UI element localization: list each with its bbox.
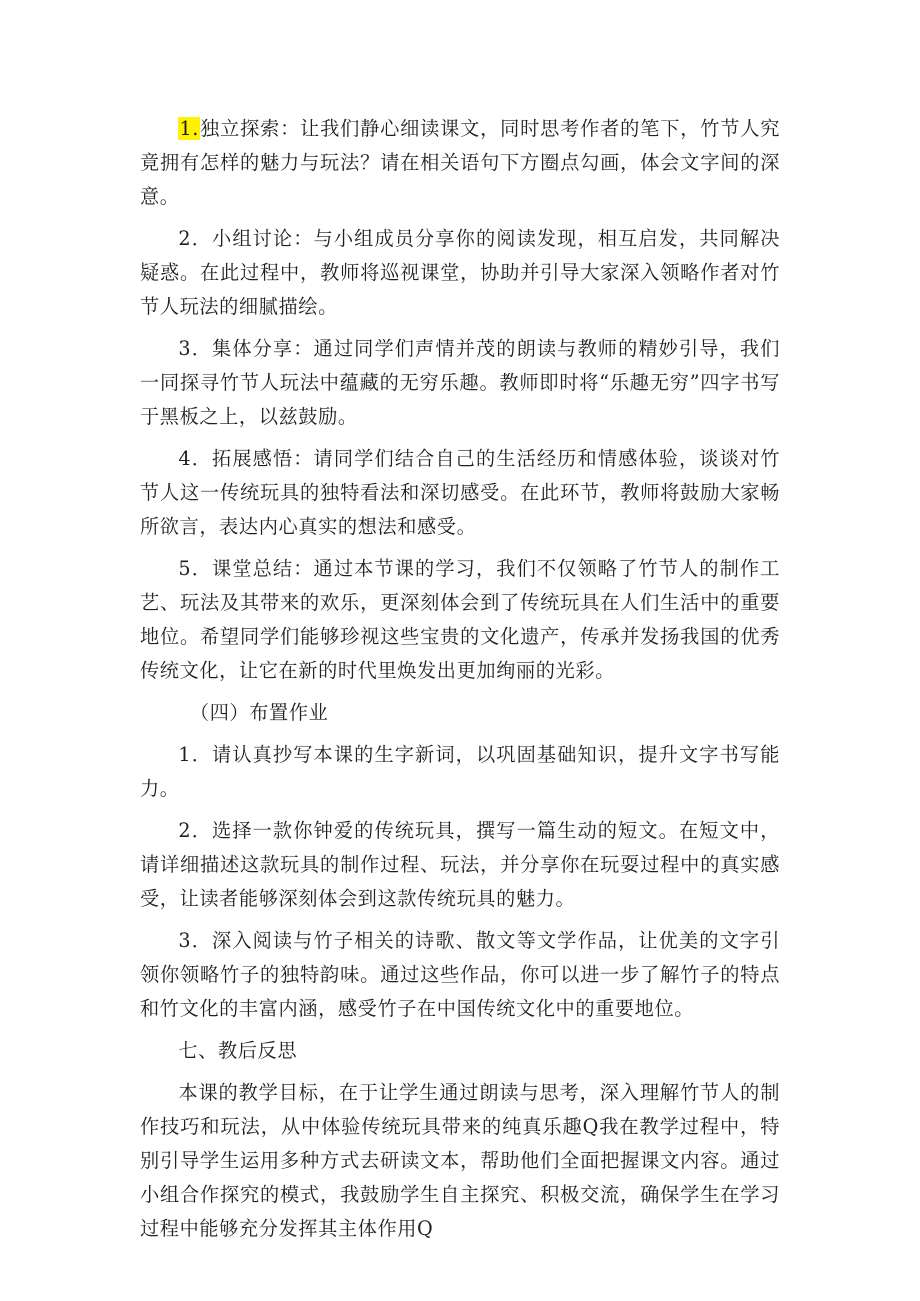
section-heading-homework: （四）布置作业 [189, 701, 329, 724]
paragraph-5: 5．课堂总结：通过本节课的学习，我们不仅领略了竹节人的制作工艺、玩法及其带来的欢乐，更深刻体会到了传统玩具在人们生活中的重要地位。希望同学们能够珍视这些宝贵的文化遗产，传承并发扬我国的优秀传统文化，让它在新的时代里焕发出更加绚丽的光彩。 [140, 557, 780, 682]
paragraph-3: 3．集体分享：通过同学们声情并茂的朗读与教师的精妙引导，我们一同探寻竹节人玩法中蕴藏的无穷乐趣。教师即时将“乐趣无穷”四字书写于黑板之上，以兹鼓励。 [140, 337, 780, 428]
homework-item-3: 3．深入阅读与竹子相关的诗歌、散文等文学作品，让优美的文字引领你领略竹子的独特韵味。通过这些作品，你可以进一步了解竹子的特点和竹文化的丰富内涵，感受竹子在中国传统文化中的重要地位。 [140, 929, 780, 1020]
paragraph-1 [140, 112, 780, 214]
paragraph-4: 4．拓展感悟：请同学们结合自己的生活经历和情感体验，谈谈对竹节人这一传统玩具的独特看法和深切感受。在此环节，教师将鼓励大家畅所欲言，表达内心真实的想法和感受。 [140, 447, 780, 538]
homework-item-1: 1．请认真抄写本课的生字新词，以巩固基础知识，提升文字书写能力。 [140, 743, 780, 800]
paragraph-2: 2．小组讨论：与小组成员分享你的阅读发现，相互启发，共同解决疑惑。在此过程中，教师将巡视课堂，协助并引导大家深入领略作者对竹节人玩法的细腻描绘。 [140, 227, 780, 318]
reflection-paragraph: 本课的教学目标，在于让学生通过朗读与思考，深入理解竹节人的制作技巧和玩法，从中体验传统玩具带来的纯真乐趣Q我在教学过程中，特别引导学生运用多种方式去研读文本，帮助他们全面把握课文内容。通过小组合作探究的模式，我鼓励学生自主探究、积极交流，确保学生在学习过程中能够充分发挥其主体作用Q [140, 1081, 780, 1240]
homework-item-2: 2．选择一款你钟爱的传统玩具，撰写一篇生动的短文。在短文中，请详细描述这款玩具的制作过程、玩法，并分享你在玩耍过程中的真实感受，让读者能够深刻体会到这款传统玩具的魅力。 [140, 819, 780, 910]
highlighted-number: 1. [179, 117, 199, 140]
paragraph-text: 独立探索：让我们静心细读课文，同时思考作者的笔下，竹节人究竟拥有怎样的魅力与玩法？请在相关语句下方圈点勾画，体会文字间的深意。 [140, 117, 780, 208]
document-page [140, 112, 780, 1254]
section-heading-reflection: 七、教后反思 [178, 1039, 298, 1062]
